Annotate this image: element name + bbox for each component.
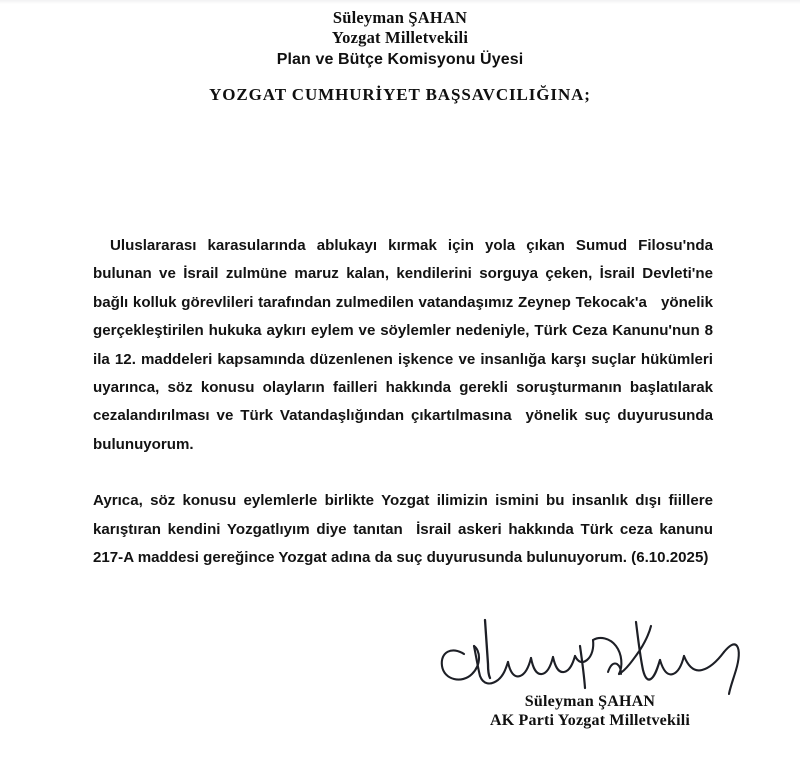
body-paragraph-2: Ayrıca, söz konusu eylemlerle birlikte Yozgat ilimizin ismini bu insanlık dışı fiillere karıştıran kendini Yozgatlıyım diye tanıtan İsrail askeri hakkında Türk ceza kanunu 217-A maddesi gereğince Yozgat adına da suç duyurusunda bulunuyorum. (6.10.2025) bbox=[93, 492, 718, 567]
signature-name: Süleyman ŞAHAN bbox=[524, 693, 656, 710]
scan-edge-artifact bbox=[0, 0, 800, 4]
signature-block bbox=[415, 612, 765, 730]
letterhead bbox=[0, 8, 800, 71]
addressee-line: YOZGAT CUMHURİYET BAŞSAVCILIĞINA; bbox=[209, 85, 591, 104]
letterhead-committee: Plan ve Bütçe Komisyonu Üyesi bbox=[276, 51, 524, 68]
paragraph-spacer bbox=[93, 459, 713, 487]
letterhead-role: Yozgat Milletvekili bbox=[331, 27, 469, 47]
handwritten-signature-icon bbox=[430, 612, 750, 698]
signature-title: AK Parti Yozgat Milletvekili bbox=[489, 712, 691, 729]
letterhead-name: Süleyman ŞAHAN bbox=[332, 8, 468, 27]
document-body bbox=[93, 232, 718, 572]
body-paragraph-1: Uluslararası karasularında ablukayı kırmak için yola çıkan Sumud Filosu'nda bulunan ve İsrail zulmüne maruz kalan, kendilerini sorguya çeken, İsrail Devleti'ne bağlı kolluk görevlileri tarafından zulmedilen vatandaşımız Zeynep Tekocak'a yönelik gerçekleştirilen hukuka aykırı eylem ve söylemler nedeniyle, Türk Ceza Kanunu'nun 8 ila 12. maddeleri kapsamında düzenlenen işkence ve insanlığa karşı suçlar hükümleri uyarınca, söz konusu olayların failleri hakkında gerekli soruşturmanın başlatılarak cezalandırılması ve Türk Vatandaşlığından çıkartılmasına yönelik suç duyurusunda bulunuyorum. bbox=[93, 237, 718, 453]
